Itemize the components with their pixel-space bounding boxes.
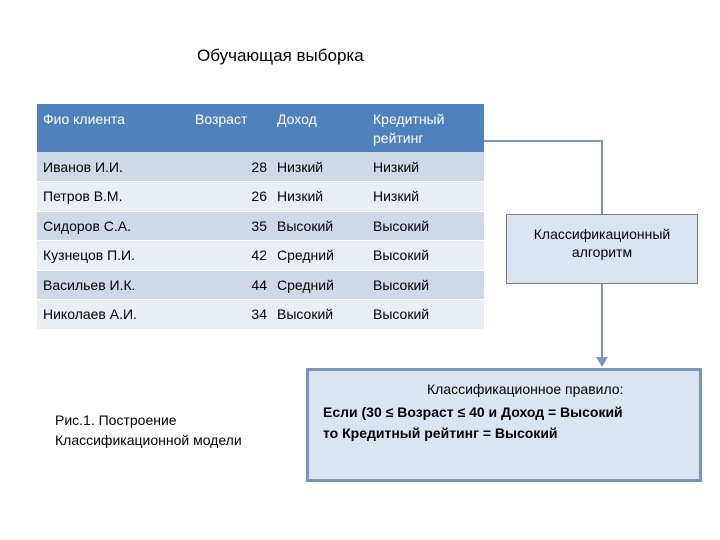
diagram-title: Обучающая выборка: [197, 46, 364, 65]
cell-income: Средний: [271, 241, 367, 271]
cell-income: Средний: [271, 270, 367, 300]
cell-client-name: Сидоров С.А.: [37, 211, 189, 241]
classification-rule-box: [306, 368, 702, 482]
cell-credit-rating: Высокий: [367, 211, 484, 241]
cell-credit-rating: Высокий: [367, 270, 484, 300]
rule-heading: Классификационное правило:: [427, 381, 624, 397]
cell-income: Высокий: [271, 300, 367, 330]
cell-client-name: Васильев И.К.: [37, 270, 189, 300]
cell-credit-rating: Низкий: [367, 152, 484, 182]
cell-age: 44: [189, 270, 271, 300]
algorithm-line-2: алгоритм: [571, 244, 633, 260]
cell-credit-rating: Высокий: [367, 241, 484, 271]
cell-age: 42: [189, 241, 271, 271]
cell-age: 26: [189, 182, 271, 212]
table-to-algorithm-connector: [484, 141, 602, 214]
figure-caption: Рис.1. Построение Классификационной модели: [55, 412, 242, 448]
cell-client-name: Петров В.М.: [37, 182, 189, 212]
arrow-down-icon: [596, 357, 608, 367]
cell-income: Низкий: [271, 182, 367, 212]
cell-age: 28: [189, 152, 271, 182]
cell-age: 35: [189, 211, 271, 241]
header-client-name: Фио клиента: [37, 104, 189, 152]
cell-credit-rating: Низкий: [367, 182, 484, 212]
algorithm-line-1: Классификационный: [533, 226, 671, 242]
rule-line-2: то Кредитный рейтинг = Высокий: [323, 425, 558, 441]
rule-line-1: Если (30 ≤ Возраст ≤ 40 и Доход = Высокий: [323, 404, 623, 420]
header-credit-rating: Кредитный рейтинг: [367, 104, 484, 152]
header-income: Доход: [271, 104, 367, 152]
cell-income: Низкий: [271, 152, 367, 182]
cell-age: 34: [189, 300, 271, 330]
header-age: Возраст: [189, 104, 271, 152]
cell-client-name: Кузнецов П.И.: [37, 241, 189, 271]
cell-income: Высокий: [271, 211, 367, 241]
classification-algorithm-box: [506, 214, 698, 284]
cell-client-name: Николаев А.И.: [37, 300, 189, 330]
cell-client-name: Иванов И.И.: [37, 152, 189, 182]
cell-credit-rating: Высокий: [367, 300, 484, 330]
